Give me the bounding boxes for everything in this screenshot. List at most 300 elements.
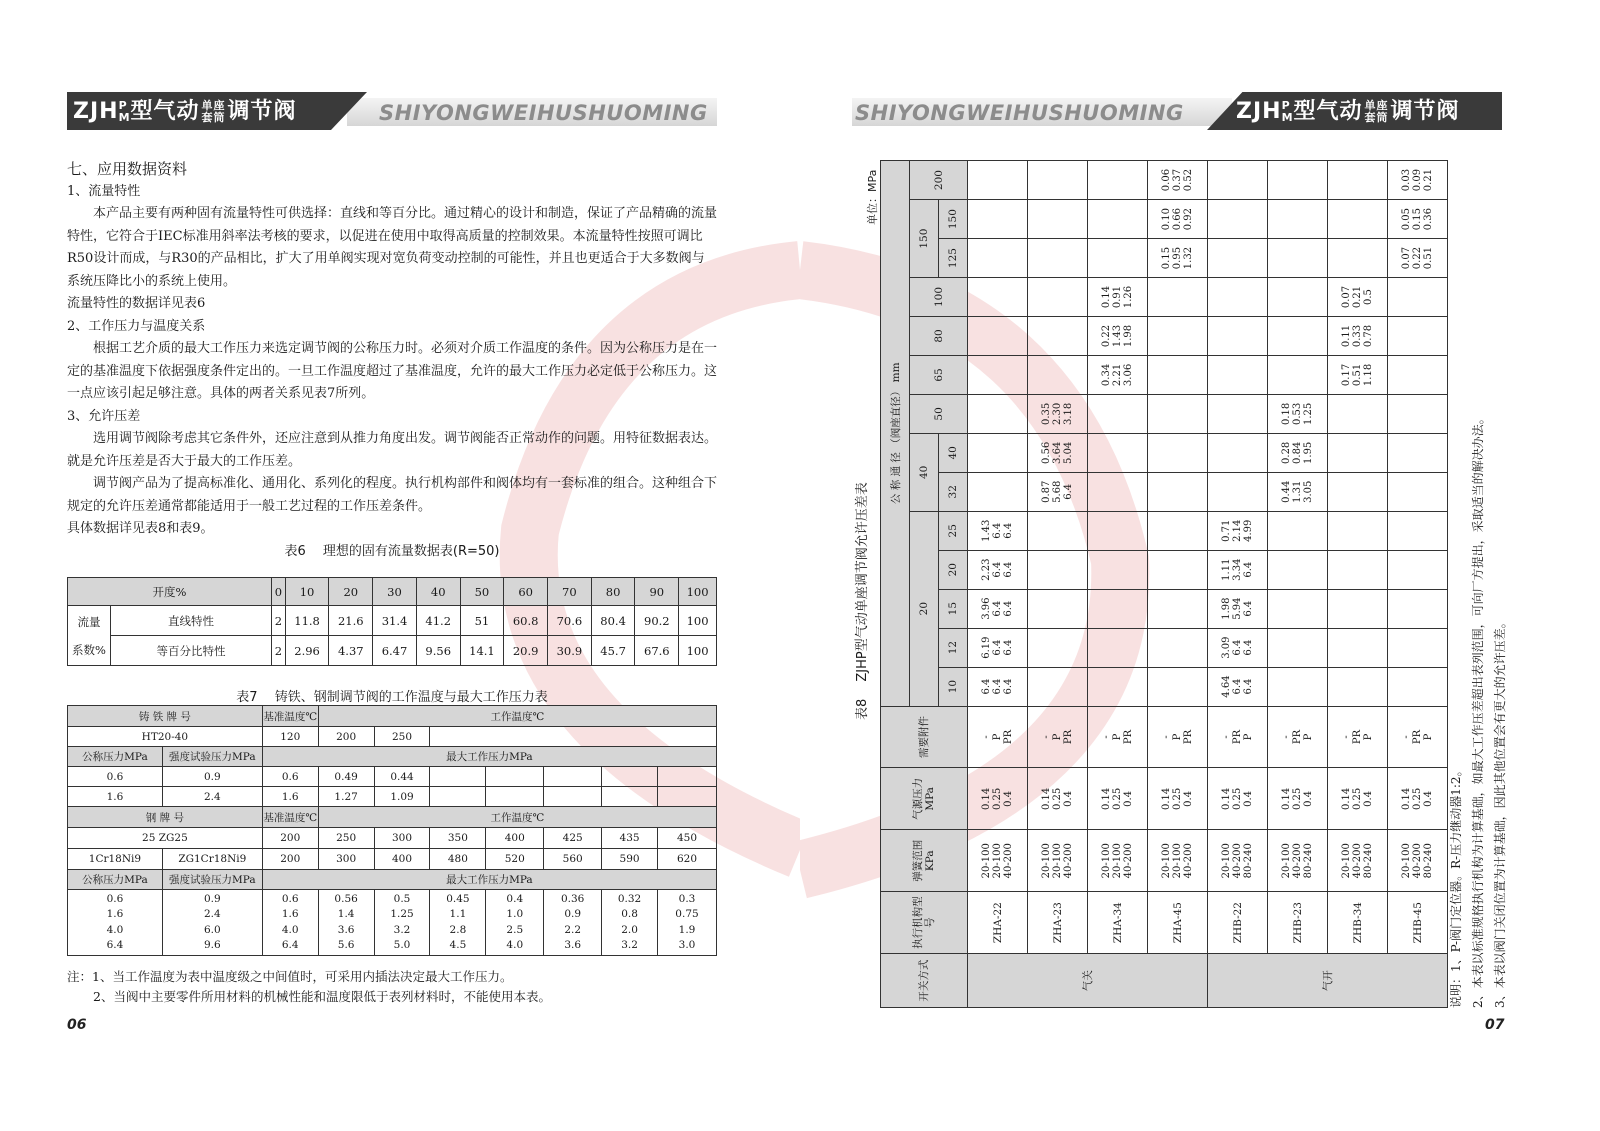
pressure-cell [1148,200,1208,239]
pressure-cell [1148,589,1208,628]
pressure-cell [1028,550,1088,589]
temp-cell: 400 [486,828,544,849]
cell: 1.09 [374,787,430,807]
cell-text: 0.14 0.25 0.4 [1101,787,1134,810]
dn-group: 20 [910,511,939,706]
empty-cell [658,787,717,807]
temp-cell: 250 [318,828,374,849]
pressure-cell [1208,317,1268,356]
cell-text: 0.14 0.25 0.4 [981,787,1014,810]
cell-value: 3.2 [393,923,411,936]
cell-text: 0.05 0.15 0.36 [1401,207,1434,231]
accessory-cell [1148,706,1208,768]
note: 注：1、当工作温度为表中温度级之中间值时，可采用内插法决定最大工作压力。 [67,969,513,984]
seat-header: 125 [939,239,968,278]
pressure-cell [968,433,1028,472]
pressure-cell [1328,472,1388,511]
pressure-cell [1088,589,1148,628]
cell-text: - P PR [1161,729,1194,745]
linear-value: 21.6 [329,606,373,636]
note: 2、当阀中主要零件所用材料的机械性能和温度限低于表列材料时，不能使用本表。 [93,989,551,1004]
cell-value: 2.2 [564,923,582,936]
table-header: 铸 铁 牌 号 [68,706,263,727]
table-row [1388,161,1448,1008]
pressure-cell [968,667,1028,706]
empty-cell [486,767,544,787]
accessory-header: 需要附件 [881,706,968,768]
paragraph: 根据工艺介质的最大工作压力来选定调节阀的公称压力时。必须对介质工作温度的条件。因为公称压力是在一定的基准温度下依据强度条件定出的。一旦工作温度超过了基准温度，允许的最大工作压力必定低于公称压力。这一点应该引起足够注意。具体的两者关系见表7所列。 [67,341,718,401]
page-header-left [67,92,717,130]
pressure-cell [1328,355,1388,394]
table7-temp-pressure [67,705,717,956]
note: 2、本表以标准规格执行机构为计算基础，如最大工作压差超出表列范围，可向厂方提出，采取适当的解决办法。 [1471,412,1485,1008]
pressure-cell [1388,200,1448,239]
opening-header: 50 [460,578,504,606]
table-header: 工作温度℃ [318,706,716,727]
cell-value: 4.0 [281,923,299,936]
seat-header: 10 [939,667,968,706]
cell-value: 3.6 [564,939,582,951]
cell-text: - P PR [1101,729,1134,745]
temp-cell: 300 [374,828,430,849]
pressure-cell [1388,628,1448,667]
cell-text: 0.14 0.25 0.4 [1401,787,1434,810]
pressure-cell [1328,161,1388,200]
pressure-cell [1148,550,1208,589]
pressure-cell [1328,433,1388,472]
pressure-cell [1268,394,1328,433]
linear-value: 90.2 [635,606,679,636]
table-header: 强度试验压力MPa [162,747,262,767]
temp-cell: 590 [602,849,658,870]
pressure-cell [968,550,1028,589]
cell-text: 0.06 0.37 0.52 [1161,168,1194,192]
empty-cell [658,767,717,787]
cell-value: 0.9 [564,908,582,920]
accessory-cell [1388,706,1448,768]
cell-text: 0.18 0.53 1.25 [1281,402,1314,426]
pressure-cell [1268,589,1328,628]
temp-cell: 520 [486,849,544,870]
opening-header: 60 [504,578,548,606]
air-cell [1328,768,1388,830]
pressure-cell [1028,433,1088,472]
pressure-cell [1148,317,1208,356]
cell-text: 4.64 6.4 6.4 [1221,675,1254,698]
note: 说明：1、P-阀门定位器。R-压力继动器1:2。 [1449,764,1463,1008]
pressure-cell [968,355,1028,394]
opening-header: 10 [285,578,329,606]
page-header-right [852,92,1502,130]
opening-header: 70 [548,578,592,606]
pressure-cell [1208,355,1268,394]
cell-text: 0.17 0.51 1.18 [1341,363,1374,387]
cell-value: 0.5 [393,892,411,905]
seat-header: 200 [910,161,968,200]
cell-text: 0.71 2.14 4.99 [1221,519,1254,542]
equal-percent-value: 4.37 [329,636,373,666]
model-cell: ZHA-23 [1028,892,1088,954]
seat-header: 25 [939,511,968,550]
stacked-cell [262,890,318,956]
table-header: 基准温度℃ [262,706,318,727]
pressure-cell [1328,394,1388,433]
cell-value: 3.2 [621,939,638,951]
pressure-cell [1088,161,1148,200]
spring-cell [1028,830,1088,892]
stacked-cell [544,890,602,956]
cell-text: 0.11 0.33 0.78 [1341,324,1374,348]
subsection-title: 2、工作压力与温度关系 [67,318,206,334]
empty-cell [430,767,486,787]
cell-value: 6.0 [203,923,221,936]
paragraph: 调节阀产品为了提高标准化、通用化、系列化的程度。执行机构部件和阀体均有一套标准的组合。这种组合下规定的允许压差通常都能适用于一般工艺过程的工作压差条件。 [67,476,718,514]
cell-value: 0.45 [446,892,470,905]
cell-text: 20-100 40-200 80-240 [1401,843,1434,879]
cell-value: 4.0 [506,939,524,951]
cell-value: 1.6 [281,908,299,920]
seat-header: 15 [939,589,968,628]
temp-cell: 620 [658,849,717,870]
cell-text: 6.19 6.4 6.4 [981,636,1014,659]
cell-text: 0.07 0.21 0.5 [1341,285,1374,309]
cell-text: 20-100 20-100 40-200 [1161,843,1194,879]
pressure-cell [968,589,1028,628]
empty-cell [430,727,717,747]
seat-header: 100 [910,278,968,317]
pressure-cell [1088,667,1148,706]
opening-header: 90 [635,578,679,606]
empty-cell [544,767,602,787]
pressure-cell [1148,394,1208,433]
equal-percent-value: 2 [272,636,286,666]
group-label: 流量 系数% [68,606,111,666]
temp-cell: 560 [544,849,602,870]
pressure-cell [1268,550,1328,589]
cell-value: 0.3 [678,892,696,905]
pressure-cell [1148,628,1208,667]
pressure-cell [1208,394,1268,433]
pressure-cell [1088,433,1148,472]
subsection-title: 3、允许压差 [67,408,141,424]
cell-text: 0.87 5.68 6.4 [1041,480,1074,503]
spring-cell [1088,830,1148,892]
air-cell [1208,768,1268,830]
cell-value: 0.9 [203,892,221,905]
equal-percent-value: 30.9 [548,636,592,666]
temp-cell: 200 [318,727,374,747]
cell-text: 0.15 0.95 1.32 [1161,246,1194,270]
cell: 2.4 [162,787,262,807]
pressure-cell [1268,472,1328,511]
cell-value: 0.32 [617,892,642,905]
cell-value: 0.6 [281,892,299,905]
table-header: 最大工作压力MPa [262,870,716,890]
model-cell: ZHB-23 [1268,892,1328,954]
pressure-cell [1388,433,1448,472]
dn-group: 40 [910,433,939,511]
cell-text: 20-100 20-100 40-200 [1041,843,1074,879]
cell: 0.44 [374,767,430,787]
pressure-cell [968,472,1028,511]
pressure-cell [1268,200,1328,239]
table-header: 公称压力MPa [68,747,163,767]
equal-percent-value: 67.6 [635,636,679,666]
seat-header: 65 [910,355,968,394]
pressure-cell [1028,239,1088,278]
cell-value: 6.4 [106,939,124,951]
opening-header: 100 [679,578,717,606]
row-label: 等百分比特性 [111,636,272,666]
pressure-cell [1028,628,1088,667]
temp-cell: 300 [318,849,374,870]
mode-cell: 气关 [968,954,1208,1008]
cell-text: 0.35 2.30 3.18 [1041,402,1074,426]
pressure-cell [1028,472,1088,511]
mode-header: 开关方式 [881,954,968,1008]
body-text [67,158,717,563]
pressure-cell [1088,472,1148,511]
air-cell [1148,768,1208,830]
linear-value: 60.8 [504,606,548,636]
stacked-cell [68,890,163,956]
pressure-cell [968,511,1028,550]
cell-value: 0.4 [506,892,524,905]
spring-cell [968,830,1028,892]
cell-value: 1.6 [106,908,124,920]
cell-text: - PR P [1221,729,1254,745]
pressure-cell [1088,628,1148,667]
pressure-cell [968,317,1028,356]
notes-left [67,967,551,1007]
cell: 0.6 [262,767,318,787]
paragraph: 本产品主要有两种固有流量特性可供选择：直线和等百分比。通过精心的设计和制造，保证了产品精确的流量特性，它符合于IEC标准用斜率法考核的要求，以促进在使用中取得高质量的控制效果。本流量特性按照可调比R50设计而成，与R30的产品相比，扩大了用单阀实现对宽负荷变动控制的可能性，并且也更适合于大多数阀与系统压降比小的系统上使用。 [67,206,718,289]
table-row [968,161,1028,1008]
pressure-cell [1268,433,1328,472]
pressure-cell [968,200,1028,239]
pressure-cell [1388,667,1448,706]
cell-value: 1.25 [390,908,414,920]
cell-text: 0.22 1.43 1.98 [1101,324,1134,348]
pressure-cell [1388,239,1448,278]
equal-percent-value: 14.1 [460,636,504,666]
linear-value: 70.6 [548,606,592,636]
model-cell: ZHB-34 [1328,892,1388,954]
pressure-cell [1088,511,1148,550]
page-number-left: 06 [67,1017,87,1033]
paragraph: 具体数据详见表8和表9。 [67,521,214,536]
spring-cell [1388,830,1448,892]
pressure-cell [1028,667,1088,706]
pressure-cell [1388,278,1448,317]
product-title-right: ZJH P M 型气动 单座 套筒 调节阀 [1236,99,1460,124]
cell-value: 3.0 [678,939,696,951]
cell-value: 0.8 [621,908,638,920]
table-header: 强度试验压力MPa [162,870,262,890]
table8-allowable-pressure [880,160,1440,1008]
pressure-cell [1328,667,1388,706]
cell: ZG1Cr18Ni9 [162,849,262,870]
pressure-cell [1268,628,1328,667]
cell-value: 4.5 [449,939,467,951]
cell-value: 4.0 [106,923,124,936]
pressure-cell [1388,355,1448,394]
model-cell: ZHA-45 [1148,892,1208,954]
temp-cell: 200 [262,828,318,849]
cell-text: 0.44 1.31 3.05 [1281,480,1314,503]
temp-cell: 350 [430,828,486,849]
cell-value: 2.4 [203,908,221,920]
pressure-cell [1268,278,1328,317]
note: 3、本表以阀门关闭位置为计算基础，因此其他位置会有更大的允许压差。 [1493,616,1507,1008]
pressure-cell [1208,628,1268,667]
pressure-cell [968,394,1028,433]
pressure-cell [1328,550,1388,589]
stacked-cell [658,890,717,956]
temp-cell: 480 [430,849,486,870]
air-cell [1388,768,1448,830]
cell-text: 0.07 0.22 0.51 [1401,246,1434,270]
cell: 1.6 [262,787,318,807]
stacked-cell [602,890,658,956]
equal-percent-value: 100 [679,636,717,666]
table6-flow-data [67,577,717,666]
section-title: 七、应用数据资料 [67,160,188,178]
air-cell [1088,768,1148,830]
header-slogan-right: SHIYONGWEIHUSHUOMING [855,101,1184,125]
empty-cell [602,787,658,807]
cell-value: 5.6 [337,939,355,951]
cell: 0.49 [318,767,374,787]
temp-cell: 120 [262,727,318,747]
pressure-cell [1148,278,1208,317]
temp-cell: 450 [658,828,717,849]
cell-text: 2.23 6.4 6.4 [981,558,1014,581]
accessory-cell [1328,706,1388,768]
cell-text: 0.14 0.91 1.26 [1101,285,1134,309]
linear-value: 41.2 [416,606,460,636]
pressure-cell [1028,589,1088,628]
cell-value: 0.36 [560,892,585,905]
spring-cell [1208,830,1268,892]
pressure-cell [1208,472,1268,511]
seat-header: 150 [939,200,968,239]
paragraph: 选用调节阀除考虑其它条件外，还应注意到从推力角度出发。调节阀能否正常动作的问题。用特征数据表达。就是允许压差是否大于最大的工作压差。 [67,431,718,469]
cell-text: - PR P [1341,729,1374,745]
page-number-right: 07 [1485,1017,1505,1033]
cell-value: 2.0 [621,923,638,936]
cell: 1.6 [68,787,163,807]
table-row [1268,161,1328,1008]
cell-text: 0.28 0.84 1.95 [1281,441,1314,464]
accessory-cell [1268,706,1328,768]
cell-value: 0.75 [675,908,699,920]
empty-cell [544,787,602,807]
cell-text: 20-100 40-200 80-240 [1281,843,1314,879]
temp-cell: 435 [602,828,658,849]
temp-cell: 400 [374,849,430,870]
cell-text: 1.98 5.94 6.4 [1221,597,1254,620]
pressure-cell [1208,278,1268,317]
air-cell [968,768,1028,830]
cell: 25 ZG25 [68,828,263,849]
cell: 0.9 [162,767,262,787]
pressure-cell [1028,394,1088,433]
temp-cell: 200 [262,849,318,870]
paragraph: 流量特性的数据详见表6 [67,296,206,311]
spring-cell [1268,830,1328,892]
pressure-cell [1028,355,1088,394]
pressure-cell [1388,472,1448,511]
opening-header: 20 [329,578,373,606]
cell: 1Cr18Ni9 [68,849,163,870]
linear-value: 2 [272,606,286,636]
cell-text: - PR P [1281,729,1314,745]
pressure-cell [1028,317,1088,356]
accessory-cell [1088,706,1148,768]
model-cell: ZHB-45 [1388,892,1448,954]
pressure-cell [968,278,1028,317]
cell: 1.27 [318,787,374,807]
table-row [1148,161,1208,1008]
cell-text: 6.4 6.4 6.4 [981,678,1014,695]
pressure-cell [1328,278,1388,317]
cell-text: 0.14 0.25 0.4 [1221,787,1254,810]
pressure-cell [1268,161,1328,200]
header-slogan-left: SHIYONGWEIHUSHUOMING [379,101,708,125]
model-cell: ZHA-22 [968,892,1028,954]
pressure-cell [1388,161,1448,200]
pressure-cell [1208,239,1268,278]
cell-text: 20-100 40-200 80-240 [1221,843,1254,879]
model-header: 执行机构型 号 [881,892,968,954]
pressure-cell [1088,200,1148,239]
air-header: 气源压力MPa [881,768,968,830]
pressure-cell [1208,550,1268,589]
cell-text: 1.43 6.4 6.4 [981,519,1014,542]
cell-text: - P PR [981,729,1014,745]
seat-header: 12 [939,628,968,667]
pressure-cell [1208,161,1268,200]
pressure-cell [1088,317,1148,356]
pressure-cell [1148,511,1208,550]
cell-value: 1.0 [506,908,524,920]
table-header: 基准温度℃ [262,807,318,828]
empty-cell [486,787,544,807]
dn-header: 公 称 通 径 （阀座直径） mm [881,161,910,707]
cell-value: 1.4 [337,908,355,920]
stacked-cell [486,890,544,956]
opening-header: 80 [591,578,635,606]
pressure-cell [1148,355,1208,394]
pressure-cell [1208,433,1268,472]
stacked-cell [374,890,430,956]
cell-value: 1.1 [449,908,467,920]
pressure-cell [1268,511,1328,550]
cell-value: 3.6 [337,923,355,936]
pressure-cell [968,628,1028,667]
cell-value: 5.0 [393,939,411,951]
pressure-cell [1028,511,1088,550]
table-header: 公称压力MPa [68,870,163,890]
pressure-cell [1088,394,1148,433]
cell: 0.6 [68,767,163,787]
spring-cell [1328,830,1388,892]
equal-percent-value: 6.47 [373,636,417,666]
cell-text: 0.14 0.25 0.4 [1341,787,1374,810]
table8-caption: 表8 ZJHP型气动单座调节阀允许压差表 [855,482,870,720]
temp-cell: 250 [374,727,430,747]
